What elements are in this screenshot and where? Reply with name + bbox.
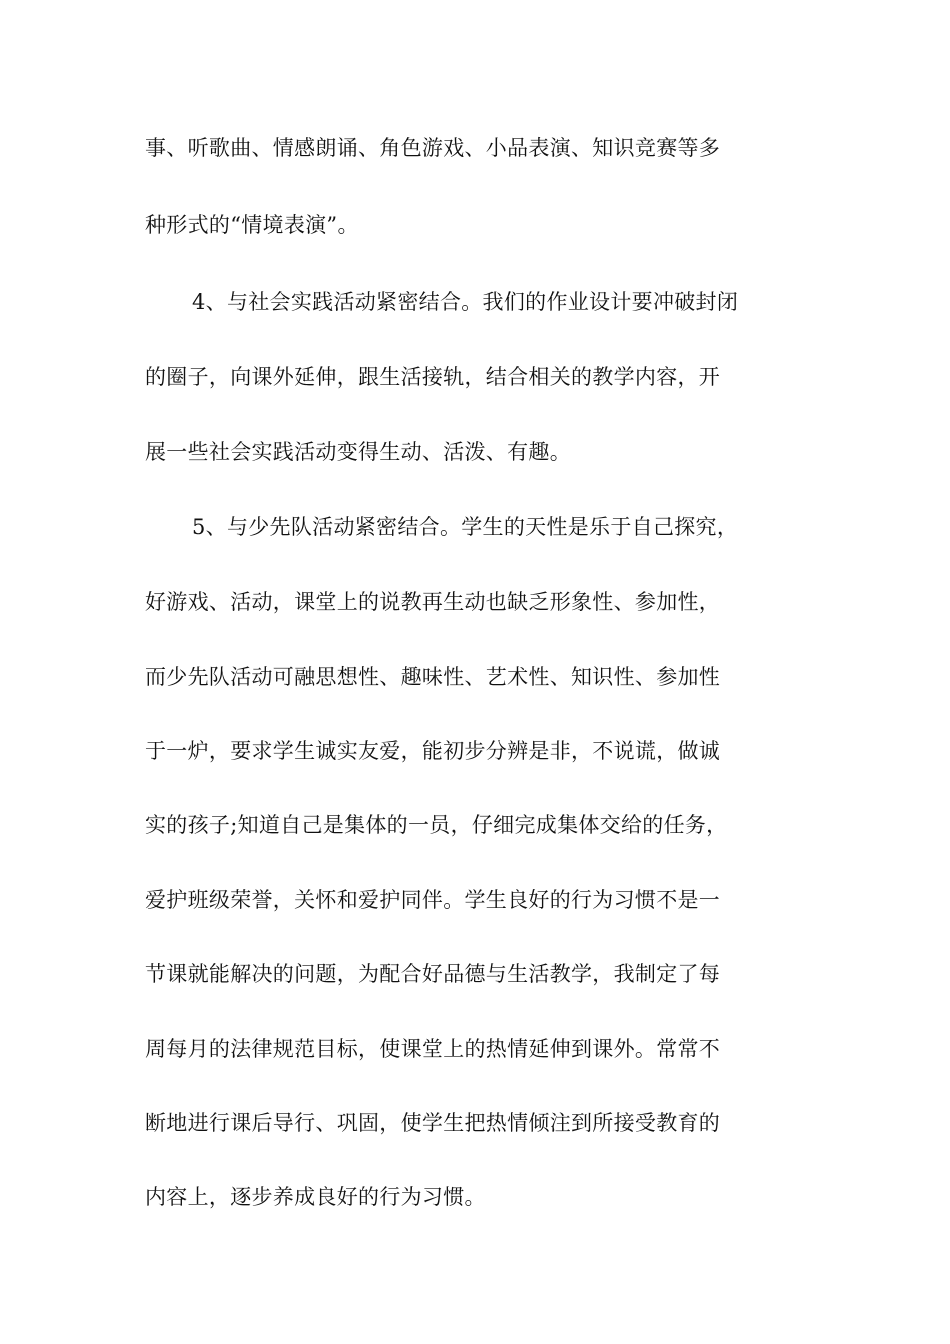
paragraph-5-line-3: 而少先队活动可融思想性、趣味性、艺术性、知识性、参加性 <box>145 665 721 689</box>
paragraph-5-line-7: 节课就能解决的问题，为配合好品德与生活教学，我制定了每 <box>145 962 721 986</box>
paragraph-4-line-2: 的圈子，向课外延伸，跟生活接轨，结合相关的教学内容，开 <box>145 365 721 389</box>
paragraph-4-line-1: 4、与社会实践活动紧密结合。我们的作业设计要冲破封闭 <box>192 290 739 314</box>
paragraph-5-line-6: 爱护班级荣誉，关怀和爱护同伴。学生良好的行为习惯不是一 <box>145 888 721 912</box>
paragraph-5-line-4: 于一炉，要求学生诚实友爱，能初步分辨是非，不说谎，做诚 <box>145 739 721 763</box>
paragraph-5-line-8: 周每月的法律规范目标，使课堂上的热情延伸到课外。常常不 <box>145 1037 721 1061</box>
text-line-1: 事、听歌曲、情感朗诵、角色游戏、小品表演、知识竞赛等多 <box>145 136 721 160</box>
paragraph-5-line-2: 好游戏、活动，课堂上的说教再生动也缺乏形象性、参加性， <box>145 590 721 614</box>
paragraph-5-line-10: 内容上，逐步养成良好的行为习惯。 <box>145 1185 486 1209</box>
paragraph-4-line-3: 展一些社会实践活动变得生动、活泼、有趣。 <box>145 440 571 464</box>
paragraph-5-line-5: 实的孩子;知道自己是集体的一员，仔细完成集体交给的任务， <box>145 813 728 837</box>
paragraph-5-line-9: 断地进行课后导行、巩固，使学生把热情倾注到所接受教育的 <box>145 1111 721 1135</box>
paragraph-5-line-1: 5、与少先队活动紧密结合。学生的天性是乐于自己探究， <box>192 515 739 539</box>
text-line-2: 种形式的“情境表演”。 <box>145 213 359 237</box>
